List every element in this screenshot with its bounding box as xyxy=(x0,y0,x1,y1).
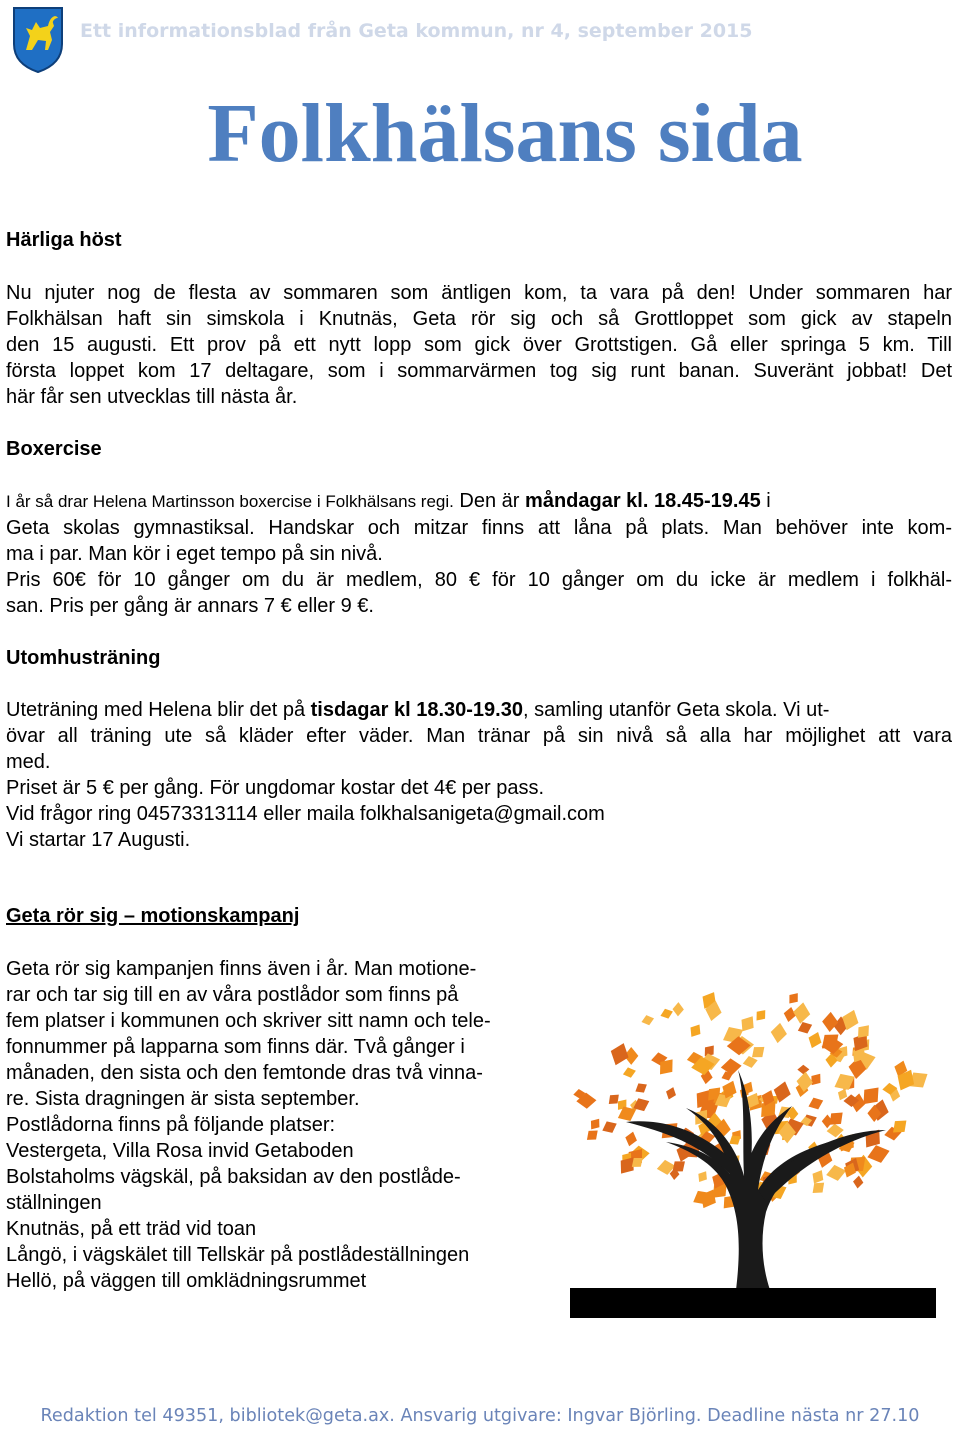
leaf xyxy=(795,1019,814,1037)
paragraph-utomhustraning xyxy=(6,697,952,853)
text-line: Nu njuter nog de flesta av sommaren som äntligen kom, ta vara på den! Under sommaren har xyxy=(6,282,952,304)
leaf xyxy=(792,1001,812,1025)
paragraph-geta-ror-sig xyxy=(6,956,566,1294)
intro-text: I år så drar Helena Martinsson boxercise i Folkhälsans regi. xyxy=(6,492,454,511)
contact-line: Vid frågor ring 04573313114 eller maila folkhalsanigeta@gmail.com xyxy=(6,803,605,825)
autumn-tree-icon xyxy=(566,990,940,1320)
leaf xyxy=(621,1066,637,1080)
leaf xyxy=(623,1130,639,1148)
text-fragment: Uteträning med Helena blir det på xyxy=(6,699,311,721)
text-fragment: , samling utanför Geta skola. Vi ut- xyxy=(522,699,830,721)
heading-harliga-host: Härliga höst xyxy=(6,229,122,251)
text-line: här får sen utvecklas till nästa år. xyxy=(6,386,298,408)
leaf xyxy=(633,1080,650,1096)
leaf xyxy=(785,990,802,1007)
leaf xyxy=(806,1095,826,1113)
text-line: övar all träning ute så kläder efter väder. Man tränar på sin nivå så alla har möjlighet att vara xyxy=(6,725,952,747)
heading-utomhustraning: Utomhusträning xyxy=(6,647,161,669)
text-fragment: i xyxy=(760,490,771,512)
text-line: första loppet kom 17 deltagare, som i sommarvärmen tog sig runt banan. Suveränt jobbat! Det xyxy=(6,360,952,382)
text-line: Priset är 5 € per gång. För ungdomar kostar det 4€ per pass. xyxy=(6,777,545,799)
text-line: Pris 60€ för 10 gånger om du är medlem, 80 € för 10 gånger om du icke är medlem i folkhäl- xyxy=(6,569,952,591)
text-line xyxy=(6,697,952,723)
leaf xyxy=(797,1065,809,1075)
leaf xyxy=(686,1021,704,1040)
leaf xyxy=(659,1007,675,1021)
text-line: ställningen xyxy=(6,1192,102,1214)
text-line: ma i par. Man kör i eget tempo på sin nivå. xyxy=(6,543,383,565)
paragraph-harliga-host xyxy=(6,280,952,410)
text-line: Vestergeta, Villa Rosa invid Getaboden xyxy=(6,1140,354,1162)
text-line: Bolstaholms vägskäl, på baksidan av den postlåde- xyxy=(6,1166,461,1188)
text-line: Knutnäs, på ett träd vid toan xyxy=(6,1218,257,1240)
text-line: månaden, den sista och den femtonde dras två vinna- xyxy=(6,1062,483,1084)
text-fragment: Den är xyxy=(453,490,526,512)
text-line xyxy=(6,488,952,515)
text-line: re. Sista dragningen är sista september. xyxy=(6,1088,360,1110)
text-line: fonnummer på lapparna som finns där. Två gånger i xyxy=(6,1036,465,1058)
leaf xyxy=(695,1169,711,1185)
text-line: Långö, i vägskälet till Tellskär på postlådeställningen xyxy=(6,1244,470,1266)
leaf xyxy=(672,1002,684,1017)
leaf xyxy=(824,1163,847,1183)
text-line: Postlådorna finns på följande platser: xyxy=(6,1114,336,1136)
leaf xyxy=(587,1116,603,1133)
leaf xyxy=(664,1085,678,1101)
leaf xyxy=(640,1013,655,1027)
heading-geta-ror-sig: Geta rör sig – motionskampanj xyxy=(6,905,300,927)
leaf xyxy=(600,1118,620,1137)
leaf xyxy=(852,1175,864,1189)
leaf xyxy=(769,1022,788,1044)
newsletter-header: Ett informationsblad från Geta kommun, nr 4, september 2015 xyxy=(80,20,753,42)
text-line: Hellö, på väggen till omklädningsrummet xyxy=(6,1270,367,1292)
schedule-utomhus: tisdagar kl 18.30-19.30 xyxy=(310,699,523,721)
text-line: den 15 augusti. Ett prov på ett nytt lopp som gick över Grottstigen. Gå eller springa 5 km. Till xyxy=(6,334,952,356)
text-line: san. Pris per gång är annars 7 € eller 9 €. xyxy=(6,595,374,617)
text-line: Geta rör sig kampanjen finns även i år. Man motione- xyxy=(6,958,477,980)
coat-of-arms-goat-icon xyxy=(12,6,64,74)
text-line: Folkhälsan haft sin simskola i Knutnäs, Geta rör sig och så Grottloppet som gick av stapeln xyxy=(6,308,952,330)
heading-boxercise: Boxercise xyxy=(6,438,102,460)
page-title: Folkhälsans sida xyxy=(207,87,803,180)
text-line: med. xyxy=(6,751,51,773)
text-line: Geta skolas gymnastiksal. Handskar och mitzar finns att låna på plats. Man behöver inte kom- xyxy=(6,517,952,539)
text-line: rar och tar sig till en av våra postlådor som finns på xyxy=(6,984,459,1006)
text-line: Vi startar 17 Augusti. xyxy=(6,829,191,851)
paragraph-boxercise xyxy=(6,488,952,619)
text-line: fem platser i kommunen och skriver sitt namn och tele- xyxy=(6,1010,491,1032)
leaf xyxy=(805,1030,824,1051)
schedule-boxercise: måndagar kl. 18.45-19.45 xyxy=(525,490,761,512)
footer-credits: Redaktion tel 49351, bibliotek@geta.ax. Ansvarig utgivare: Ingvar Björling. Deadline nästa nr 27.10 xyxy=(40,1406,920,1426)
leaf xyxy=(752,1007,769,1024)
